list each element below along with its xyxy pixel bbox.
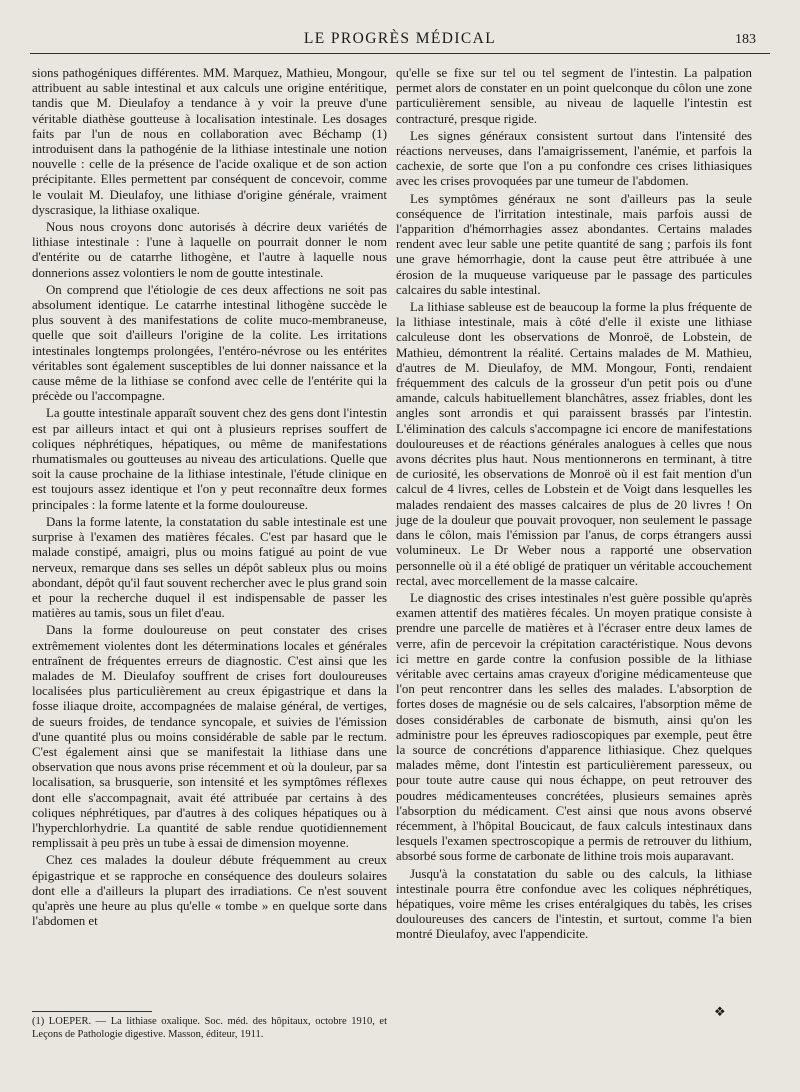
paragraph: Jusqu'à la constatation du sable ou des calculs, la lithiase intestinale pourra être confondue avec les coliques néphrétiques, hépatiques, voire même les crises entéralgiques du tabès, les crises douloureuses des cancers de l'intestin, et surtout, comme l'a bien montré Dieulafoy, avec l'appendicite. <box>396 866 752 942</box>
footnote: (1) LOEPER. — La lithiase oxalique. Soc. méd. des hôpitaux, octobre 1910, et Leçons de Pathologie digestive. Masson, éditeur, 1911. <box>32 1016 387 1040</box>
paragraph: qu'elle se fixe sur tel ou tel segment de l'intestin. La palpation permet alors de constater en un point quelconque du côlon une zone particulièrement sensible, au niveau de laquelle l'intestin est contracturé, presque rigide. <box>396 66 752 126</box>
page-number: 183 <box>735 32 756 47</box>
footnote-rule <box>32 1011 152 1012</box>
fleuron-ornament-icon: ❖ <box>714 1004 726 1019</box>
paragraph: Les signes généraux consistent surtout dans l'intensité des réactions nerveuses, dans l'amaigrissement, l'anémie, et parfois la cachexie, de sorte que l'on a pu confondre ces crises lithiasiques avec les crises provoquées par une tumeur de l'abdomen. <box>396 128 752 189</box>
paragraph: Chez ces malades la douleur débute fréquemment au creux épigastrique et se rapproche en conséquence des douleurs solaires dont elle a d'ailleurs la plupart des irradiations. Ce n'est souvent qu'après une heure au plus qu'elle « tombe » en quelque sorte dans l'abdomen et <box>32 853 387 929</box>
header-rule <box>30 53 770 54</box>
paragraph: On comprend que l'étiologie de ces deux affections ne soit pas absolument identique. Le catarrhe intestinal lithogène succède le plus souvent à des manifestations de colite muco-membraneuse, quelle que soit d'ailleurs l'origine de la colite. Les irritations intestinales longtemps prolongées, l'entéro-névrose ou les entérites véritables sont également susceptibles de lui donner naissance et la cause même de la lithiase se confond avec celle de l'entérite qui la précède ou l'accompagne. <box>32 282 387 404</box>
right-column <box>396 66 752 945</box>
paragraph: Le diagnostic des crises intestinales n'est guère possible qu'après examen attentif des matières fécales. Un moyen pratique consiste à prendre une parcelle de matières et à l'écraser entre deux lames de verre, afin de percevoir la crépitation caractéristique. Nous devons ici mettre en garde contre la confusion possible de la lithiase véritable avec certains amas crayeux d'origine médicamenteuse que l'on peut rencontrer dans les selles des malades. L'absorption de fortes doses de magnésie ou de sels calcaires, l'absorption même de doses considérables de carbonate de bismuth, ainsi qu'on les administre pour les épreuves radioscopiques par exemple, peut être la source de concrétions d'apparence lithiasique. Chez quelques malades même, dont l'intestin est particulièrement paresseux, ou pour toute autre cause qui nous échappe, on peut retrouver des poudres médicamenteuses concrétées, plusieurs semaines après l'absorption du médicament. C'est ainsi que nous avons observé récemment, à l'hôpital Boucicaut, de faux calculs intestinaux dans lesquels l'examen spectroscopique a permis de retrouver du lithium, absorbé sous forme de carbonate de lithine trois mois auparavant. <box>396 590 752 864</box>
paragraph: Dans la forme latente, la constatation du sable intestinale est une surprise à l'examen des matières fécales. C'est par hasard que le malade constipé, amaigri, plus ou moins fatigué au point de vue nerveux, remarque dans ses selles un dépôt sableux plus ou moins abondant, dépôt qu'il faut souvent rechercher avec le plus grand soin et pour la recherche duquel il est indispensable de passer les matières au tamis, sous un filet d'eau. <box>32 514 387 621</box>
paragraph: Nous nous croyons donc autorisés à décrire deux variétés de lithiase intestinale : l'une à laquelle on pourrait donner le nom d'entérite ou de catarrhe lithogène, et l'autre à laquelle nous donnerions assez volontiers le nom de goutte intestinale. <box>32 220 387 280</box>
paragraph: sions pathogéniques différentes. MM. Marquez, Mathieu, Mongour, attribuent au sable intestinal et aux calculs une origine entéritique, tandis que M. Dieulafoy a tendance à y voir la preuve d'une véritable diathèse goutteuse à localisation intestinale. Les dosages faits par l'un de nous en collaboration avec Béchamp (1) introduisent dans la pathogénie de la lithiase intestinale une notion nouvelle : celle de la présence de l'acide oxalique et de son action précipitante. Elles permettent par conséquent de concevoir, comme le voulait M. Dieulafoy, une lithiase d'origine générale, vraiment dyscrasique, la lithiase oxalique. <box>32 66 387 217</box>
paragraph: Les symptômes généraux ne sont d'ailleurs pas la seule conséquence de l'irritation intestinale, mais parfois aussi de l'apparition d'hémorrhagies assez abondantes. Certains malades rendent avec leur sable une petite quantité de sang ; parfois ils font une grave hémorrhagie, dont la cause peut être attribuée à une érosion de la muqueuse variqueuse par le passage des particules calcaires du sable intestinal. <box>396 191 752 297</box>
running-title: LE PROGRÈS MÉDICAL <box>303 30 497 47</box>
left-column <box>32 66 387 931</box>
paragraph: La lithiase sableuse est de beaucoup la forme la plus fréquente de la lithiase intestinale, mais à côté d'elle il existe une lithiase calculeuse dont les observations de Monroë, de Lobstein, de Mathieu, démontrent la réalité. Certains malades de M. Mathieu, d'autres de M. Dieulafoy, de MM. Mongour, Fonti, rendaient fréquemment des calculs de la grosseur d'un petit pois ou d'une amande, calculs habituellement blanchâtres, assez friables, dont les angles sont arrondis et qui paraissent brassés par l'intestin. L'élimination des calculs s'accompagne ici encore de manifestations douloureuses et de réactions générales analogues à celles que nous avons décrites plus haut. Nous mentionnerons en terminant, à titre de curiosité, les observations de Monroë où il est fait mention d'un calcul de 4 livres, celles de Lobstein et de Voigt dans lesquelles les malades rendaient des masses calcaires de plus de 20 livres ! On juge de la douleur que pouvait provoquer, non seulement le passage dans le côlon, mais l'émission par l'anus, de corps étrangers aussi volumineux. Le Dr Weber nous a rapporté une observation personnelle où il a été obligé de pratiquer un véritable accouchement rectal, avec morcellement de la masse calcaire. <box>396 300 752 588</box>
page-header <box>30 26 770 56</box>
paragraph: Dans la forme douloureuse on peut constater des crises extrêmement violentes dont les déterminations locales et générales entraînent de fréquentes erreurs de diagnostic. C'est ainsi que les malades de M. Dieulafoy souffrent de crises fort douloureuses localisées plus particulièrement au creux épigastrique et dans la fosse iliaque droite, accompagnées de malaise général, de vertiges, de sueurs froides, de tendance syncopale, et suivies de l'émission d'une quantité plus ou moins considérable de sable par le rectum. C'est également ainsi que se manifestait la lithiase dans une observation que nous avons prise récemment et où la douleur, par sa localisation, sa brusquerie, son intensité et les symptômes réflexes dont elle s'accompagnait, avait été attribuée par certains à des coliques néphrétiques, par d'autres à des coliques hépatiques ou à l'hyperchlorhydrie. La quantité de sable rendue quotidiennement remplissait à peu près un tube à essai de dimension moyenne. <box>32 623 387 851</box>
paragraph: La goutte intestinale apparaît souvent chez des gens dont l'intestin est par ailleurs intact et qui ont à plusieurs reprises souffert de coliques néphrétiques, hépatiques, ou même de manifestations rhumatismales ou goutteuses au niveau des articulations. Quelle que soit la cause prochaine de la lithiase intestinale, l'étude clinique en est toujours assez identique et l'on y peut reconnaître deux formes principales : la forme latente et la forme douloureuse. <box>32 406 387 512</box>
